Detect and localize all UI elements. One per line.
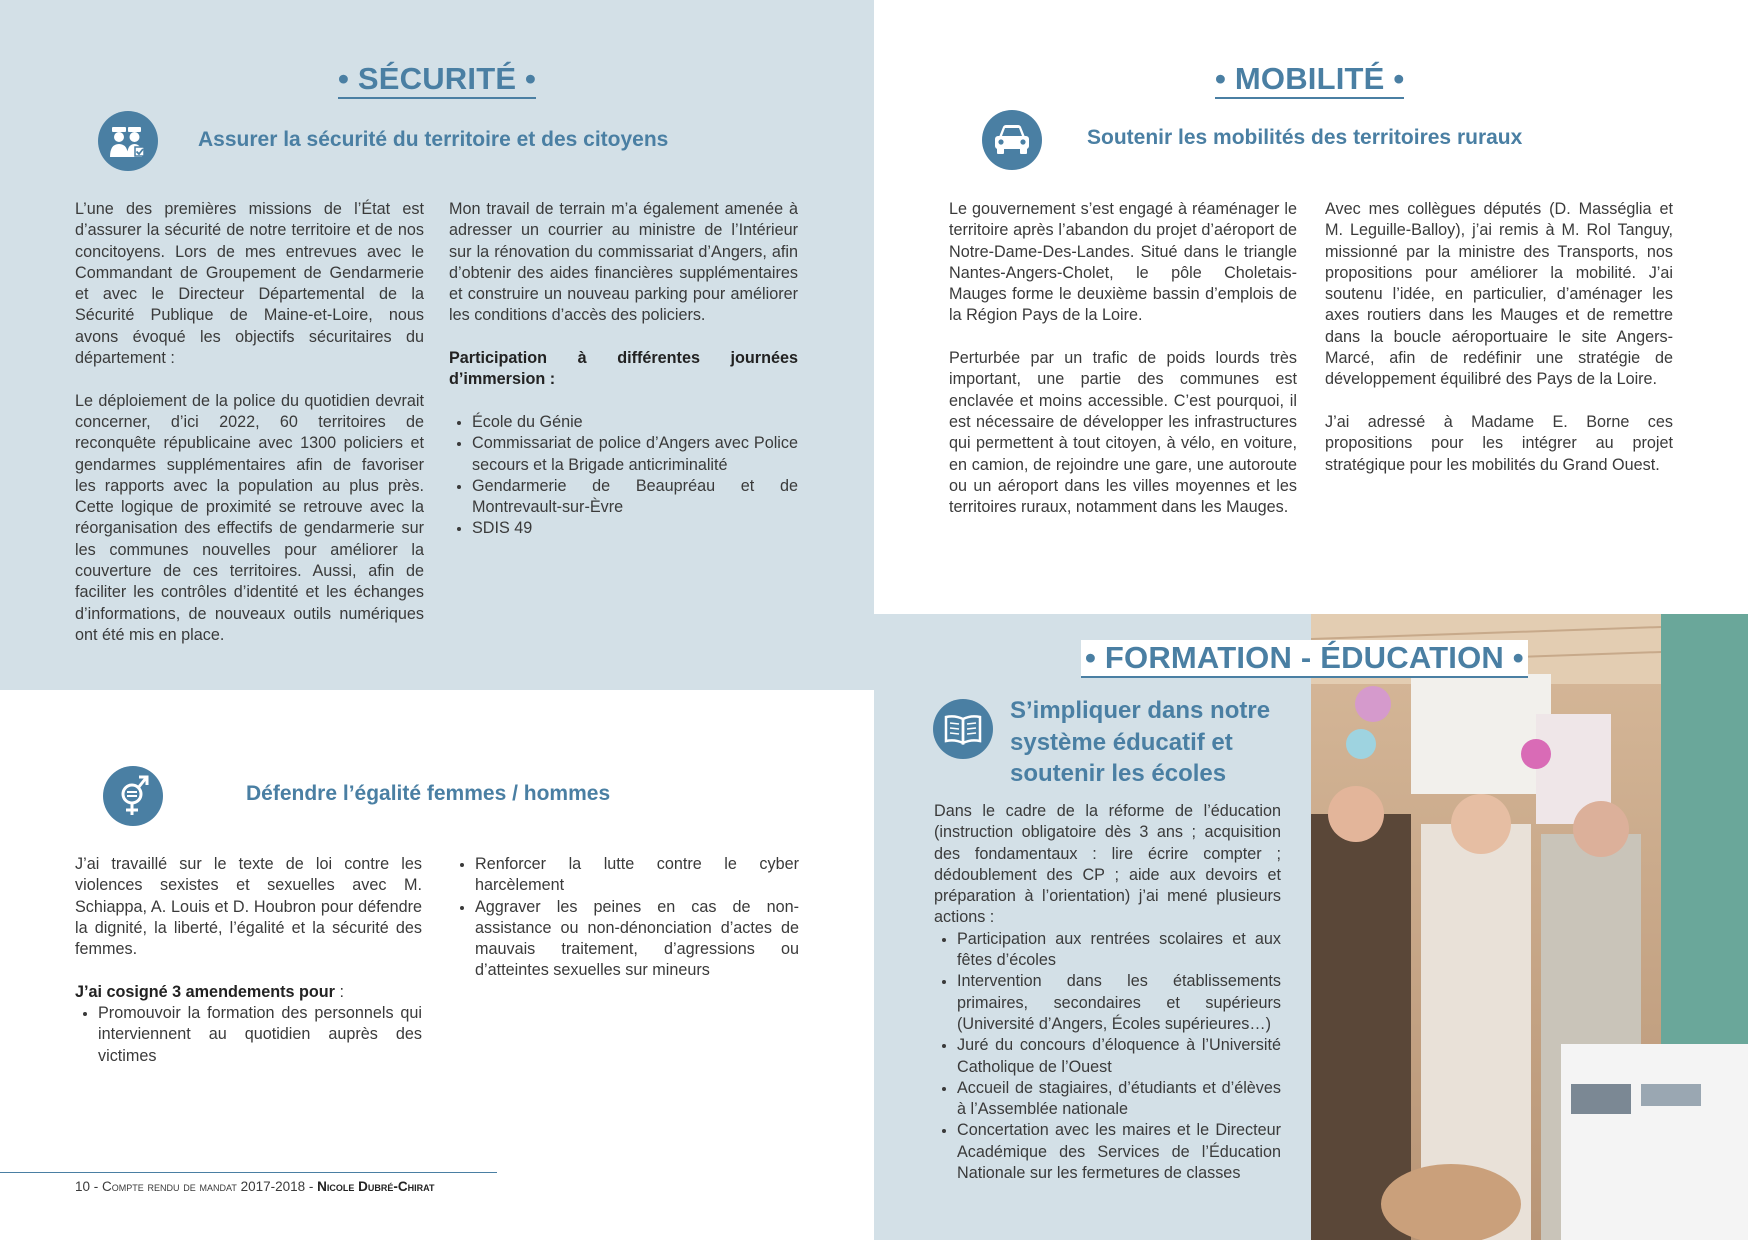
- gender-equality-icon: [103, 766, 163, 826]
- mobilite-title: • MOBILITÉ •: [1215, 61, 1404, 99]
- list-item: • Aggraver les peines en cas de non-assistance ou non-dénonciation d’actes de mauvais traitement, d’agressions ou d’atteintes sexuelles sur mineurs: [475, 897, 799, 982]
- securite-col1: [75, 199, 424, 668]
- egalite-amendments-heading: J’ai cosigné 3 amendements pour: [75, 982, 335, 1001]
- egalite-col1: [75, 854, 422, 1067]
- egalite-col1-list: [75, 1003, 422, 1067]
- egalite-col2: [452, 854, 799, 982]
- list-item: • Concertation avec les maires et le Directeur Académique des Services de l’Éducation Nationale sur les fermetures de classes: [957, 1120, 1281, 1184]
- securite-col2-text: Mon travail de terrain m’a également amenée à adresser un courrier au ministre de l’Intérieur sur la rénovation du commissariat d’Angers, afin d’obtenir des aides financières supplémentaires et construire un nouveau parking pour améliorer les conditions d’accès des policiers.: [449, 200, 798, 325]
- list-item: • Gendarmerie de Beaupréau et de Montrevault-sur-Èvre: [472, 476, 798, 519]
- mobilite-col1-para-2: Perturbée par un trafic de poids lourds très important, une partie des communes est enclavée et moins accessible. C’est pourquoi, il est nécessaire de développer les infrastructures qui permettent à tout citoyen, à vélo, en voiture, en camion, de rejoindre une gare, une autoroute ou un aéroport dans les villes moyennes et les territoires ruraux, notamment dans les Mauges.: [949, 349, 1297, 517]
- list-item: • Commissariat de police d’Angers avec Police secours et la Brigade anticriminalité: [472, 433, 798, 476]
- formation-text: Dans le cadre de la réforme de l’éducation (instruction obligatoire dès 3 ans ; acquisition des fondamentaux : lire écrire compter ; dédoublement des CP ; aide aux devoirs et préparation à l’orientation) j’ai mené plusieurs actions :: [934, 802, 1281, 927]
- list-item: • Juré du concours d’éloquence à l’Université Catholique de l’Ouest: [957, 1035, 1281, 1078]
- list-item: • SDIS 49: [472, 518, 798, 539]
- securite-col2: [449, 199, 798, 540]
- securite-col1-para-2: Le déploiement de la police du quotidien devrait concerner, d’ici 2022, 60 territoires de reconquête républicaine avec 1300 policiers et gendarmes supplémentaires afin de favoriser les rapports avec la population au plus près. Cette logique de proximité se retrouve avec la réorganisation des effectifs de gendarmerie sur les communes nouvelles pour améliorer la couverture de ces territoires. Aussi, afin de faciliter les contrôles d’identité et les échanges d’informations, de nouveaux outils numériques ont été mis en place.: [75, 391, 424, 644]
- securite-col1-para-1: L’une des premières missions de l’État est d’assurer la sécurité de notre territoire et de nos concitoyens. Lors de mes entrevues avec le Commandant de Groupement de Gendarmerie et avec le Directeur Départemental de la Sécurité Publique de Maine-et-Loire, nous avons évoqué les objectifs sécuritaires du département :: [75, 200, 424, 368]
- list-item: • École du Génie: [472, 412, 798, 433]
- mobilite-col1-para-1: Le gouvernement s’est engagé à réaménager le territoire après l’abandon du projet d’aéroport de Notre-Dame-Des-Landes. Situé dans le triangle Nantes-Angers-Cholet, le pôle Choletais-Mauges forme le deuxième bassin d’emplois de la Région Pays de la Loire.: [949, 200, 1297, 325]
- egalite-col1-text: J’ai travaillé sur le texte de loi contre les violences sexistes et sexuelles avec M. Schiappa, A. Louis et D. Houbron pour défendre la dignité, la liberté, l’égalité et la sécurité des femmes.: [75, 855, 422, 959]
- mobilite-col2: [1325, 199, 1673, 497]
- formation-subtitle: S’impliquer dans notre système éducatif et soutenir les écoles: [1010, 697, 1271, 787]
- police-officer-icon: [98, 111, 158, 171]
- list-item: • Intervention dans les établissements primaires, secondaires et supérieurs (Université d’Angers, Écoles supérieures…): [957, 971, 1281, 1035]
- securite-col2-heading: Participation à différentes journées d’immersion :: [449, 349, 798, 389]
- egalite-col2-list: [452, 854, 799, 982]
- mobilite-subtitle: Soutenir les mobilités des territoires ruraux: [1087, 126, 1523, 149]
- egalite-subtitle: Défendre l’égalité femmes / hommes: [246, 782, 611, 805]
- egalite-amendments-heading-suffix: :: [334, 982, 344, 1001]
- page-footer: [75, 1179, 435, 1194]
- securite-immersion-list: [449, 412, 798, 540]
- securite-subtitle: Assurer la sécurité du territoire et des citoyens: [198, 128, 669, 151]
- document-title: Compte rendu de mandat 2017-2018 -: [102, 1179, 318, 1194]
- author-name: Nicole Dubré-Chirat: [317, 1179, 435, 1194]
- list-item: • Accueil de stagiaires, d’étudiants et d’élèves à l’Assemblée nationale: [957, 1078, 1281, 1121]
- open-book-icon: [933, 699, 993, 759]
- school-fair-photo: [1311, 614, 1748, 1240]
- mobilite-col1: [949, 199, 1297, 540]
- securite-title: • SÉCURITÉ •: [338, 61, 536, 99]
- mobilite-col2-para-2: J’ai adressé à Madame E. Borne ces propositions pour les intégrer au projet stratégique pour les mobilités du Grand Ouest.: [1325, 412, 1673, 474]
- car-icon: [982, 110, 1042, 170]
- formation-actions-list: [934, 929, 1281, 1185]
- footer-divider: [0, 1172, 497, 1173]
- list-item: • Renforcer la lutte contre le cyber harcèlement: [475, 854, 799, 897]
- list-item: • Participation aux rentrées scolaires et aux fêtes d’écoles: [957, 929, 1281, 972]
- formation-title: • FORMATION - ÉDUCATION •: [1081, 640, 1528, 678]
- list-item: • Promouvoir la formation des personnels qui interviennent au quotidien auprès des victimes: [98, 1003, 422, 1067]
- mobilite-col2-para-1: Avec mes collègues députés (D. Masséglia et M. Leguille-Balloy), j’ai remis à M. Rol Tanguy, missionné par la ministre des Transports, nos propositions pour améliorer la mobilité. J’ai soutenu l’idée, en particulier, d’aménager les axes routiers dans les Mauges et de remettre dans la boucle aéroportuaire le site Angers-Marcé, afin de redéfinir une stratégie de développement équilibré des Pays de la Loire.: [1325, 200, 1673, 389]
- page-number: 10 -: [75, 1179, 103, 1194]
- formation-body: [934, 801, 1281, 1184]
